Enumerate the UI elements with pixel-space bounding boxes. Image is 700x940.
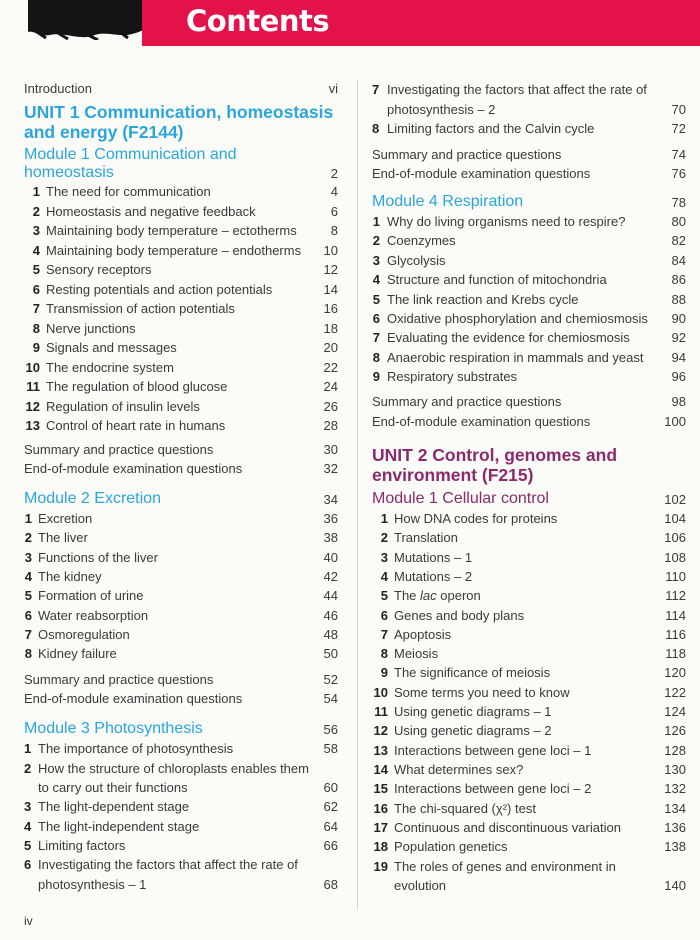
list-item-page: 38 (323, 530, 338, 546)
list-item-page: 4 (330, 184, 338, 199)
list-item-label: The need for communication (46, 184, 211, 199)
list-item-page: 126 (664, 723, 686, 739)
list-item-page: 90 (671, 311, 686, 326)
page-number: iv (24, 914, 33, 928)
list-item-label: Mutations – 1 (394, 549, 473, 565)
list-item-label: Functions of the liver (38, 549, 158, 565)
list-item-page: 108 (664, 549, 686, 565)
list-item-page: 24 (323, 379, 338, 394)
list-item-page: 112 (665, 588, 686, 604)
module1-page: 2 (330, 166, 338, 181)
module2-exam-page: 54 (323, 691, 338, 706)
unit2-heading-line2: environment (F215) (372, 465, 534, 485)
list-item-label: Genes and body plans (394, 607, 525, 623)
page-title: Contents (186, 4, 330, 38)
list-item-page: 46 (323, 607, 338, 623)
list-item-label: The endocrine system (46, 359, 174, 375)
list-item-page: 16 (323, 301, 338, 316)
list-item-page: 134 (664, 800, 686, 816)
list-item-label: Glycolysis (387, 252, 446, 268)
list-item-page: 18 (323, 320, 338, 336)
unit2-module1-page: 102 (664, 492, 686, 507)
list-item-page: 20 (323, 340, 338, 355)
list-item-label: How DNA codes for proteins (394, 511, 558, 526)
list-item-page: 120 (664, 665, 686, 681)
list-item-page: 86 (671, 272, 686, 288)
list-item-page: 8 (330, 223, 338, 238)
module2-page: 34 (323, 492, 338, 507)
list-item-label: Using genetic diagrams – 1 (394, 704, 552, 719)
list-item-page: 42 (323, 568, 338, 584)
module4-exam-label: End-of-module examination questions (372, 414, 591, 429)
list-item-label: What determines sex? (394, 761, 524, 777)
module1-summary-page: 30 (323, 442, 338, 457)
module4-summary-label: Summary and practice questions (372, 394, 562, 409)
list-item-label: The link reaction and Krebs cycle (387, 291, 579, 307)
module3-exam-page: 76 (671, 166, 686, 181)
list-item-label: Respiratory substrates (387, 369, 518, 385)
module1-summary-label: Summary and practice questions (24, 442, 214, 457)
list-item-label: Kidney failure (38, 646, 117, 662)
list-item-label: Homeostasis and negative feedback (46, 203, 256, 219)
list-item-page: 88 (671, 291, 686, 307)
unit1-heading-line1: UNIT 1 Communication, homeostasis (24, 102, 334, 122)
list-item-page: 12 (323, 262, 338, 277)
list-item-page: 104 (664, 511, 686, 526)
list-item-page: 36 (323, 511, 338, 526)
list-item-page: 44 (323, 588, 338, 604)
module4-summary-page: 98 (671, 394, 686, 409)
list-item-label: Interactions between gene loci – 1 (394, 742, 592, 758)
list-item-page: 94 (671, 349, 686, 365)
list-item-label: The chi-squared (χ²) test (394, 800, 536, 816)
list-item-page: 132 (664, 781, 686, 797)
list-item-page: 130 (664, 761, 686, 777)
module3-exam-label: End-of-module examination questions (372, 166, 591, 181)
list-item-page: 10 (323, 242, 338, 258)
list-item-page: 84 (671, 252, 686, 268)
list-item-page: 50 (323, 646, 338, 662)
list-item-label: Interactions between gene loci – 2 (394, 781, 592, 797)
list-item-label: Structure and function of mitochondria (387, 272, 607, 288)
list-item-page: 22 (323, 359, 338, 375)
list-item-label: Control of heart rate in humans (46, 418, 226, 433)
list-item-label: Population genetics (394, 839, 508, 855)
list-item-label: The lac operon (394, 588, 481, 604)
list-item-label: Sensory receptors (46, 262, 152, 277)
list-item-label: Anaerobic respiration in mammals and yeast (387, 349, 644, 365)
list-item-page: 122 (664, 684, 686, 700)
list-item-page: 14 (323, 281, 338, 297)
list-item-label: Coenzymes (387, 233, 456, 249)
module2-summary-page: 52 (323, 672, 338, 687)
unit2-module1-heading: Module 1 Cellular control (372, 490, 549, 507)
module1-exam-label: End-of-module examination questions (24, 461, 243, 476)
list-item-page: 114 (665, 607, 686, 623)
list-item-label: Regulation of insulin levels (46, 398, 200, 414)
list-item-page: 80 (671, 214, 686, 229)
list-item-label: Excretion (38, 511, 93, 526)
list-item-page: 136 (664, 819, 686, 835)
list-item-label: Meiosis (394, 646, 439, 662)
list-item-label: Signals and messages (46, 340, 177, 355)
list-item-page: 106 (664, 530, 686, 546)
list-item-page: 116 (665, 626, 686, 642)
introduction-page: vi (328, 81, 338, 96)
list-item-page: 48 (323, 626, 338, 642)
list-item-page: 96 (671, 369, 686, 385)
module4-exam-page: 100 (664, 414, 686, 429)
list-item-label: The regulation of blood glucose (46, 379, 228, 394)
list-item-page: 110 (665, 568, 686, 584)
list-item-label: Some terms you need to know (394, 684, 570, 700)
list-item-label: Continuous and discontinuous variation (394, 819, 621, 835)
list-item-label: The liver (38, 530, 88, 546)
list-item-label: The kidney (38, 568, 102, 584)
list-item-label: Oxidative phosphorylation and chemiosmosis (387, 311, 648, 326)
list-item-page: 26 (323, 398, 338, 414)
module1-heading-line2: homeostasis (24, 164, 114, 181)
module2-summary-label: Summary and practice questions (24, 672, 214, 687)
list-item-page: 128 (664, 742, 686, 758)
list-item-label: Apoptosis (394, 626, 452, 642)
list-item-page: 6 (330, 203, 338, 219)
module3-summary-page: 74 (671, 147, 686, 162)
module1-exam-page: 32 (323, 461, 338, 476)
list-item-label: The significance of meiosis (394, 665, 551, 681)
column-divider (357, 80, 358, 910)
list-item-page: 124 (664, 704, 686, 719)
list-item-label: Translation (394, 530, 458, 546)
list-item-page: 118 (665, 646, 686, 662)
module2-exam-label: End-of-module examination questions (24, 691, 243, 706)
list-item-label: Transmission of action potentials (46, 301, 235, 316)
module3-heading: Module 3 Photosynthesis (24, 720, 203, 737)
list-item-label: Maintaining body temperature – endotherms (46, 242, 302, 258)
list-item-page: 138 (664, 839, 686, 855)
module4-page: 78 (671, 195, 686, 210)
module2-heading: Module 2 Excretion (24, 490, 161, 507)
list-item-page: 40 (323, 549, 338, 565)
module4-heading: Module 4 Respiration (372, 193, 524, 210)
list-item-page: 28 (323, 418, 338, 433)
introduction-label: Introduction (24, 81, 92, 96)
list-item-page: 92 (671, 330, 686, 346)
list-item-label: Maintaining body temperature – ectotherms (46, 223, 297, 238)
list-item-label: Using genetic diagrams – 2 (394, 723, 552, 739)
list-item-label: Formation of urine (38, 588, 144, 604)
module3-summary-label: Summary and practice questions (372, 147, 562, 162)
list-item-label: Osmoregulation (38, 626, 130, 642)
list-item-label: Evaluating the evidence for chemiosmosis (387, 330, 630, 346)
unit1-heading-line2: and energy (F2144) (24, 122, 184, 142)
list-item-label: Mutations – 2 (394, 568, 473, 584)
list-item-label: Resting potentials and action potentials (46, 281, 273, 297)
list-item-label: Water reabsorption (38, 607, 149, 623)
list-item-label: Nerve junctions (46, 320, 136, 336)
module1-heading-line1: Module 1 Communication and (24, 146, 237, 163)
contents-banner (142, 0, 700, 46)
unit2-heading-line1: UNIT 2 Control, genomes and (372, 445, 618, 465)
module3-page: 56 (323, 722, 338, 737)
list-item-label: Why do living organisms need to respire? (387, 214, 626, 229)
list-item-page: 82 (671, 233, 686, 249)
